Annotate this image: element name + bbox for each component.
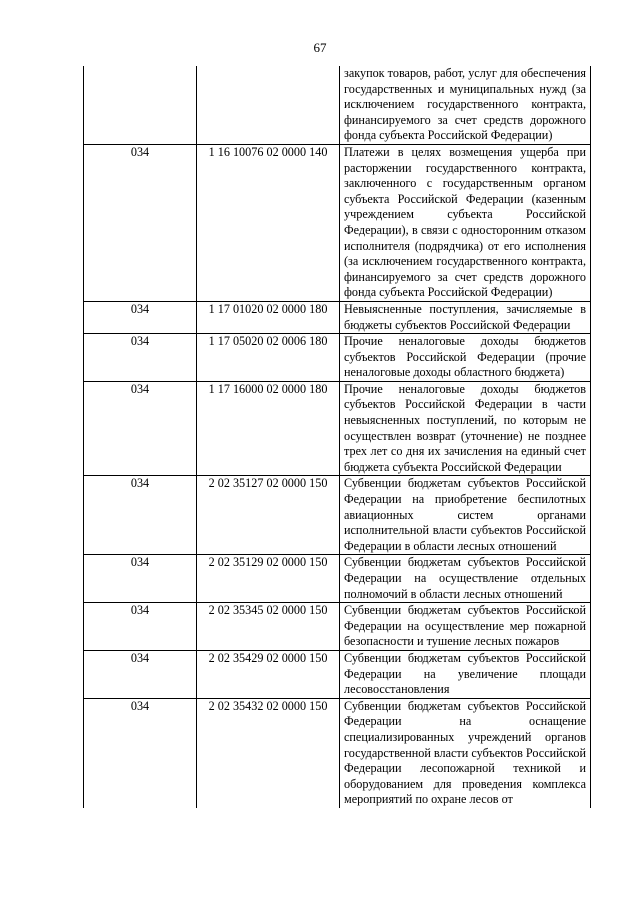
income-name-cell: закупок товаров, работ, услуг для обеспечения государственных и муниципальных нужд (за исключением государственного контракта, финансируемого за счет средств дорожного фонда субъекта Российской Федерации) bbox=[340, 66, 591, 144]
budget-code-cell: 2 02 35127 02 0000 150 bbox=[197, 476, 340, 555]
admin-code-cell: 034 bbox=[84, 144, 197, 301]
budget-code-cell: 1 17 05020 02 0006 180 bbox=[197, 334, 340, 382]
income-name-cell: Субвенции бюджетам субъектов Российской Федерации на осуществление мер пожарной безопасности и тушение лесных пожаров bbox=[340, 603, 591, 651]
income-name-cell: Субвенции бюджетам субъектов Российской Федерации на приобретение беспилотных авиационных систем органами исполнительной власти субъектов Российской Федерации в области лесных отношений bbox=[340, 476, 591, 555]
budget-codes-table bbox=[83, 66, 591, 808]
table-row bbox=[84, 334, 591, 382]
table-row bbox=[84, 381, 591, 476]
admin-code-cell: 034 bbox=[84, 301, 197, 333]
admin-code-cell: 034 bbox=[84, 334, 197, 382]
table-row bbox=[84, 698, 591, 808]
page-number: 67 bbox=[313, 40, 327, 55]
income-name-cell: Прочие неналоговые доходы бюджетов субъектов Российской Федерации в части невыясненных поступлений, по которым не осуществлен возврат (уточнение) не позднее трех лет со дня их зачисления на единый счет бюджета субъекта Российской Федерации bbox=[340, 381, 591, 476]
table-row bbox=[84, 301, 591, 333]
table-row bbox=[84, 650, 591, 698]
budget-code-cell: 2 02 35432 02 0000 150 bbox=[197, 698, 340, 808]
income-name-cell: Субвенции бюджетам субъектов Российской Федерации на осуществление отдельных полномочий в области лесных отношений bbox=[340, 555, 591, 603]
table-row bbox=[84, 555, 591, 603]
income-name-cell: Прочие неналоговые доходы бюджетов субъектов Российской Федерации (прочие неналоговые доходы областного бюджета) bbox=[340, 334, 591, 382]
budget-code-cell: 1 17 16000 02 0000 180 bbox=[197, 381, 340, 476]
budget-code-cell: 2 02 35345 02 0000 150 bbox=[197, 603, 340, 651]
table-row bbox=[84, 66, 591, 144]
admin-code-cell: 034 bbox=[84, 603, 197, 651]
admin-code-cell: 034 bbox=[84, 698, 197, 808]
admin-code-cell bbox=[84, 66, 197, 144]
budget-code-cell: 2 02 35429 02 0000 150 bbox=[197, 650, 340, 698]
income-name-cell: Платежи в целях возмещения ущерба при расторжении государственного контракта, заключенного с государственным органом субъекта Российской Федерации (казенным учреждением субъекта Российской Федерации), в связи с односторонним отказом исполнителя (подрядчика) от его исполнения (за исключением государственного контракта, финансируемого за счет средств дорожного фонда субъекта Российской Федерации) bbox=[340, 144, 591, 301]
income-name-cell: Невыясненные поступления, зачисляемые в бюджеты субъектов Российской Федерации bbox=[340, 301, 591, 333]
admin-code-cell: 034 bbox=[84, 650, 197, 698]
table-row bbox=[84, 476, 591, 555]
budget-code-cell: 2 02 35129 02 0000 150 bbox=[197, 555, 340, 603]
income-name-cell: Субвенции бюджетам субъектов Российской Федерации на оснащение специализированных учреждений органов государственной власти субъектов Российской Федерации лесопожарной техникой и оборудованием для проведения комплекса мероприятий по охране лесов от bbox=[340, 698, 591, 808]
income-name-cell: Субвенции бюджетам субъектов Российской Федерации на увеличение площади лесовосстановления bbox=[340, 650, 591, 698]
budget-code-cell: 1 16 10076 02 0000 140 bbox=[197, 144, 340, 301]
budget-code-cell: 1 17 01020 02 0000 180 bbox=[197, 301, 340, 333]
admin-code-cell: 034 bbox=[84, 476, 197, 555]
table-row bbox=[84, 144, 591, 301]
admin-code-cell: 034 bbox=[84, 381, 197, 476]
admin-code-cell: 034 bbox=[84, 555, 197, 603]
table-row bbox=[84, 603, 591, 651]
budget-code-cell bbox=[197, 66, 340, 144]
